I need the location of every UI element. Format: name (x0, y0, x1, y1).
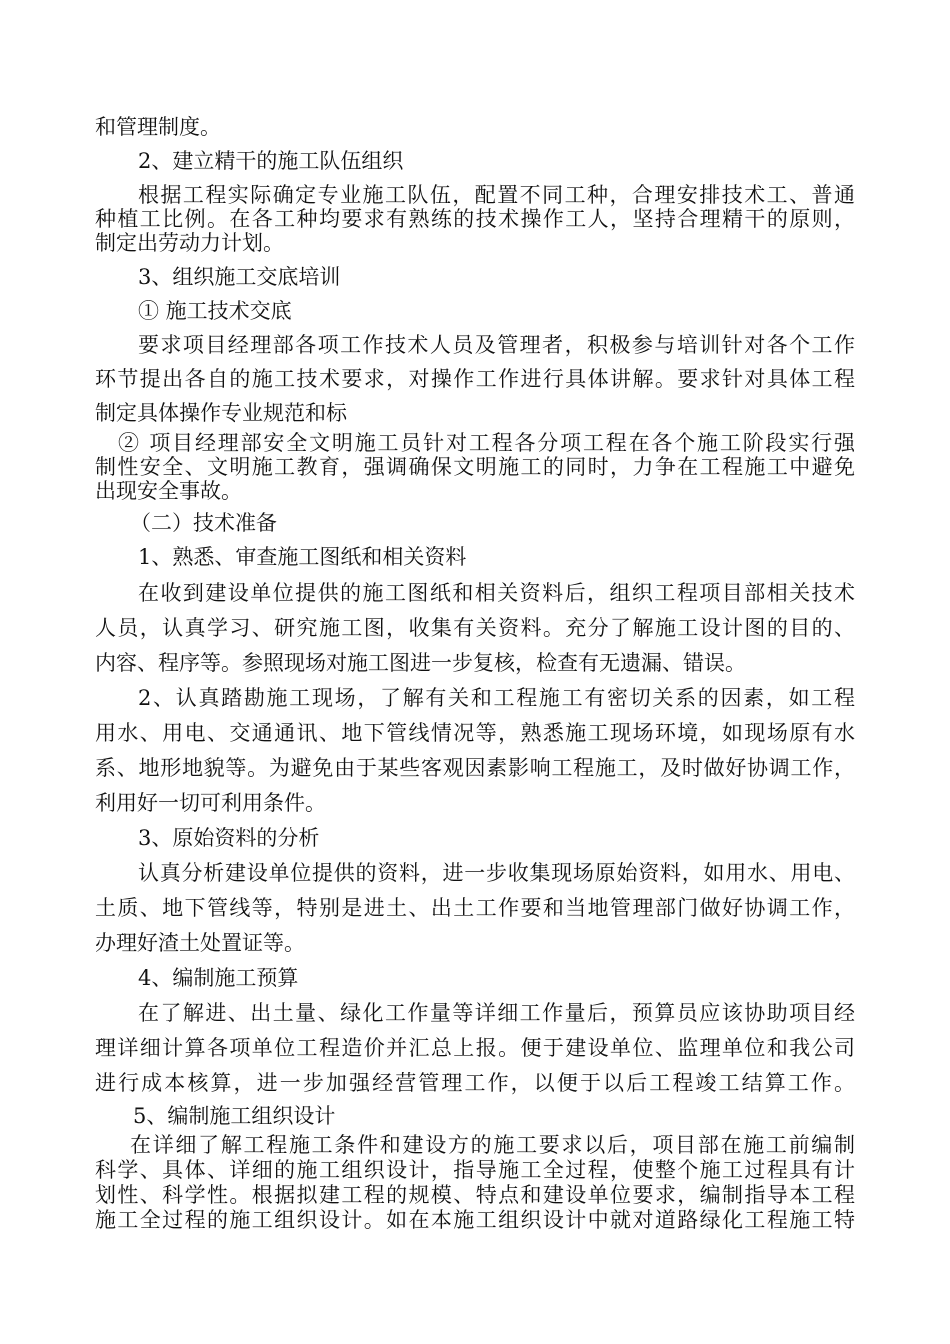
section-heading: ① 施工技术交底 (138, 299, 292, 323)
text-line: 制定出劳动力计划。 (95, 231, 284, 255)
section-heading: 5、编制施工组织设计 (133, 1104, 336, 1128)
text-line: 科学、具体、详细的施工组织设计，指导施工全过程，使整个施工过程具有计 (95, 1158, 855, 1182)
text-line: 2、认真踏勘施工现场，了解有关和工程施工有密切关系的因素，如工程 (138, 686, 855, 710)
text-line: 在收到建设单位提供的施工图纸和相关资料后，组织工程项目部相关技术 (138, 581, 855, 605)
section-heading: 1、熟悉、审查施工图纸和相关资料 (138, 545, 467, 569)
text-line: 种植工比例。在各工种均要求有熟练的技术操作工人，坚持合理精干的原则， (95, 207, 855, 231)
text-line: 进行成本核算，进一步加强经营管理工作，以便于以后工程竣工结算工作。 (95, 1071, 855, 1095)
text-line: 和管理制度。 (95, 115, 221, 139)
text-line: 人员，认真学习、研究施工图，收集有关资料。充分了解施工设计图的目的、 (95, 616, 855, 640)
section-heading: 3、组织施工交底培训 (138, 265, 341, 289)
section-heading: （二）技术准备 (130, 511, 277, 535)
text-line: 出现安全事故。 (95, 479, 242, 503)
section-heading: 3、原始资料的分析 (138, 826, 320, 850)
text-line: 利用好一切可利用条件。 (95, 791, 326, 815)
text-line: ② 项目经理部安全文明施工员针对工程各分项工程在各个施工阶段实行强 (118, 431, 855, 455)
text-line: 内容、程序等。参照现场对施工图进一步复核，检查有无遗漏、错误。 (95, 651, 746, 675)
text-line: 系、地形地貌等。为避免由于某些客观因素影响工程施工，及时做好协调工作， (95, 756, 855, 780)
text-line: 土质、地下管线等，特别是进土、出土工作要和当地管理部门做好协调工作， (95, 896, 855, 920)
text-line: 环节提出各自的施工技术要求，对操作工作进行具体讲解。要求针对具体工程 (95, 367, 855, 391)
text-line: 用水、用电、交通通讯、地下管线情况等，熟悉施工现场环境，如现场原有水 (95, 721, 855, 745)
text-line: 要求项目经理部各项工作技术人员及管理者，积极参与培训针对各个工作 (138, 333, 855, 357)
section-heading: 2、建立精干的施工队伍组织 (138, 149, 404, 173)
text-line: 施工全过程的施工组织设计。如在本施工组织设计中就对道路绿化工程施工特 (95, 1208, 855, 1232)
text-line: 在详细了解工程施工条件和建设方的施工要求以后，项目部在施工前编制 (130, 1133, 855, 1157)
text-line: 认真分析建设单位提供的资料，进一步收集现场原始资料，如用水、用电、 (138, 861, 855, 885)
section-heading: 4、编制施工预算 (138, 966, 299, 990)
text-line: 办理好渣土处置证等。 (95, 931, 305, 955)
text-line: 制定具体操作专业规范和标 (95, 401, 347, 425)
text-line: 根据工程实际确定专业施工队伍，配置不同工种，合理安排技术工、普通 (138, 183, 855, 207)
text-line: 在了解进、出土量、绿化工作量等详细工作量后，预算员应该协助项目经 (138, 1001, 855, 1025)
text-line: 理详细计算各项单位工程造价并汇总上报。便于建设单位、监理单位和我公司 (95, 1036, 855, 1060)
text-line: 制性安全、文明施工教育，强调确保文明施工的同时，力争在工程施工中避免 (95, 455, 855, 479)
text-line: 划性、科学性。根据拟建工程的规模、特点和建设单位要求，编制指导本工程 (95, 1183, 855, 1207)
